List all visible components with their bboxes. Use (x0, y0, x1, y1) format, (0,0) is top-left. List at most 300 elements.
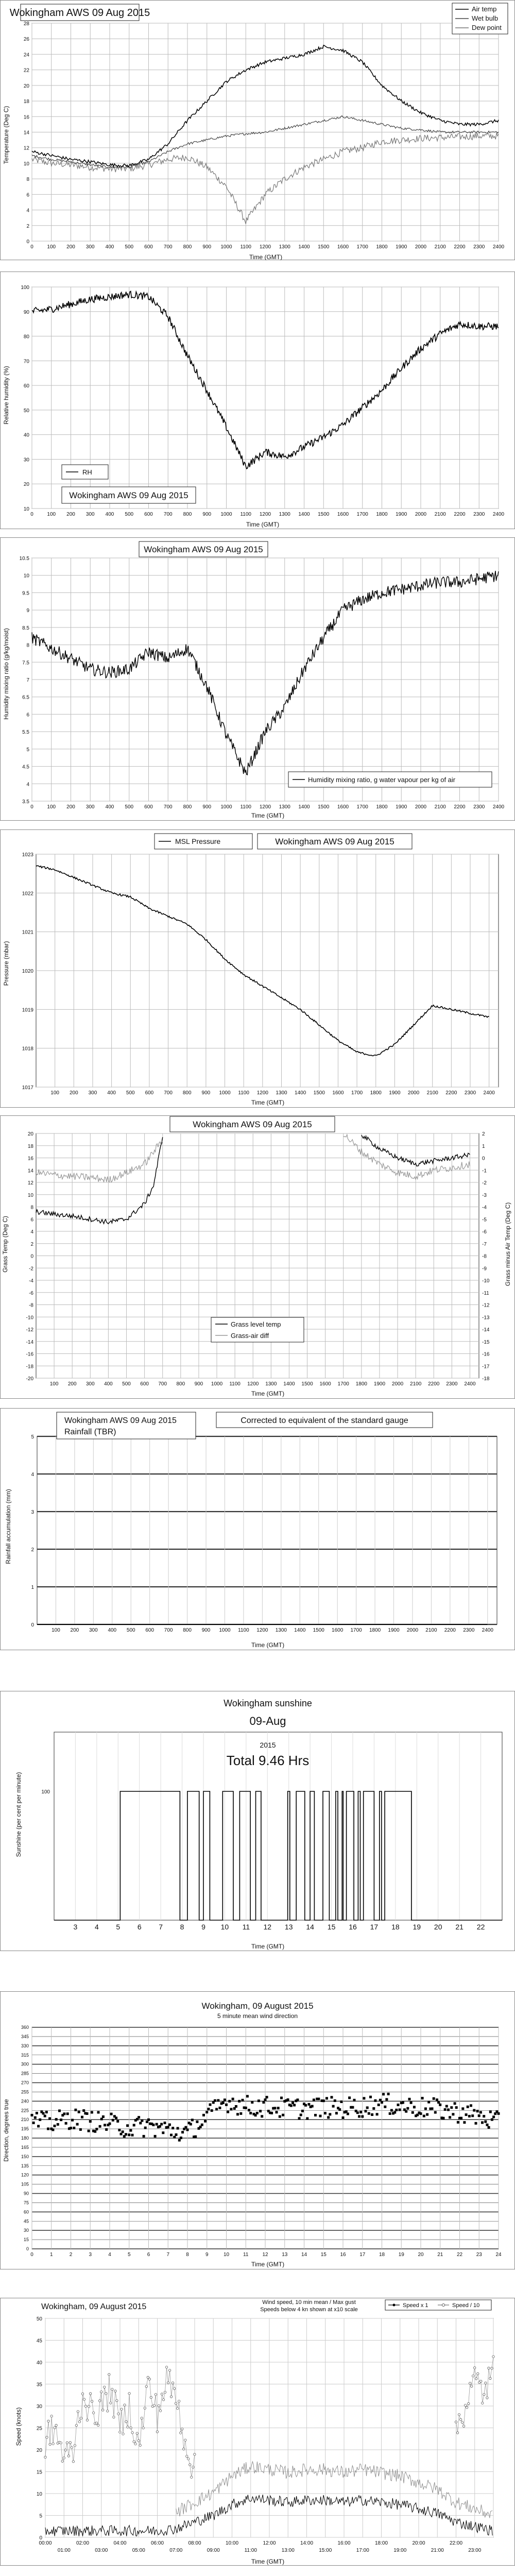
y-tick-label: 12 (27, 1180, 33, 1186)
y-tick-label: 60 (23, 2209, 29, 2215)
wind-direction-point (420, 2112, 422, 2115)
speed-div10-point (161, 2393, 163, 2395)
humidity-y-label: Relative humidity (%) (3, 366, 10, 425)
y-tick-label: 10 (23, 506, 29, 512)
wind-direction-point (431, 2107, 434, 2110)
x-tick-label: 2100 (410, 1381, 422, 1387)
sunshine-chart-panel (0, 1691, 515, 1951)
x-tick-label: 1100 (238, 1090, 249, 1096)
wind-direction-point (463, 2121, 466, 2124)
x-tick-label: 2300 (473, 512, 485, 517)
x-tick-label: 500 (125, 512, 134, 517)
speed-div10-point (84, 2405, 87, 2407)
speed-div10-point (133, 2441, 135, 2443)
x-tick-label: 1200 (256, 1628, 268, 1633)
grass-temp-title: Wokingham AWS 09 Aug 2015 (193, 1120, 312, 1129)
wind-direction-point (351, 2106, 354, 2109)
wind-direction-point (460, 2117, 462, 2120)
wind-speed-subtitle2: Speeds below 4 kn shown at x10 scale (260, 2307, 358, 2313)
wind-direction-chart (0, 1991, 515, 2269)
wind-direction-point (152, 2124, 154, 2126)
wind-direction-point (125, 2133, 127, 2136)
y-tick-label: -16 (26, 1351, 33, 1358)
wind-direction-point (262, 2101, 265, 2104)
speed-div10-point (114, 2390, 116, 2392)
speed-div10-point (134, 2443, 136, 2445)
wind-direction-point (52, 2128, 54, 2131)
temperature-chart-panel (0, 0, 515, 260)
wind-speed-grid (37, 2316, 493, 2553)
x-tick-label: 900 (201, 1090, 211, 1096)
x-tick-label: 5 (127, 2252, 131, 2258)
wind-direction-point (211, 2109, 213, 2112)
wind-direction-point (276, 2111, 278, 2113)
x-tick-label: 1900 (373, 1381, 386, 1387)
wind-direction-point (45, 2111, 48, 2113)
humidity-legend (62, 465, 108, 479)
speed-div10-point (192, 2466, 194, 2468)
y-tick-label: -14 (26, 1339, 33, 1345)
speed-div10-point (475, 2378, 477, 2380)
x-tick-label: 1600 (337, 244, 349, 250)
x-tick-label: 1200 (259, 512, 271, 517)
wind-direction-point (442, 2117, 445, 2120)
wind-direction-point (266, 2096, 268, 2098)
x-tick-label: 19 (398, 2252, 404, 2258)
speed-div10-point (107, 2410, 109, 2412)
speed-div10-point (164, 2391, 166, 2393)
x-tick-label: 1100 (240, 512, 252, 517)
wind-direction-point (144, 2127, 147, 2129)
wind-direction-point (461, 2107, 464, 2110)
wind-direction-point (465, 2113, 468, 2116)
wind-direction-point (156, 2123, 158, 2126)
wind-direction-point (282, 2114, 284, 2116)
y-tick-label: 1 (31, 1585, 34, 1590)
speed-div10-point (111, 2388, 113, 2390)
wind-direction-point (277, 2107, 280, 2109)
speed-div10-point (191, 2476, 193, 2478)
x-tick-label: 2100 (434, 512, 446, 517)
y-tick-label: 30 (36, 2404, 42, 2410)
speed-div10-point (74, 2445, 76, 2447)
wind-direction-point (173, 2136, 176, 2139)
wind-direction-point (248, 2109, 250, 2111)
y-tick-label: 120 (21, 2172, 29, 2178)
x-tick-label: 1300 (265, 1381, 277, 1387)
wind-direction-point (468, 2115, 471, 2117)
wind-direction-point (393, 2111, 396, 2114)
speed-div10-point (124, 2404, 126, 2406)
wind-direction-point (338, 2108, 341, 2111)
speed-div10-point (184, 2439, 186, 2441)
wind-direction-point (368, 2112, 370, 2115)
y2-tick-label: 0 (482, 1156, 485, 1162)
x-tick-label: 20 (418, 2252, 424, 2258)
y-tick-label: 0 (26, 239, 29, 245)
y-tick-label: 5 (31, 1434, 34, 1440)
x-tick-label: 2400 (464, 1381, 476, 1387)
humidity-x-label: Time (GMT) (246, 521, 280, 528)
y-tick-label: -8 (29, 1302, 33, 1309)
x-tick-label: 800 (183, 1628, 192, 1633)
wind-direction-point (455, 2106, 458, 2109)
wind-direction-point (445, 2105, 448, 2108)
wind-direction-point (177, 2127, 179, 2130)
x-tick-label: 18 (391, 1923, 400, 1931)
wind-direction-point (444, 2108, 447, 2111)
wind-direction-point (325, 2097, 328, 2099)
wind-direction-point (471, 2114, 474, 2117)
x-tick-label: 400 (105, 244, 114, 250)
y-tick-label: 165 (21, 2144, 29, 2150)
speed-div10-point (485, 2382, 487, 2384)
x-tick-label: 1700 (356, 512, 368, 517)
x-tick-label-bottom: 15:00 (319, 2548, 332, 2553)
wind-direction-point (287, 2098, 289, 2101)
speed-div10-point (469, 2382, 471, 2384)
x-tick-label: 700 (163, 244, 173, 250)
x-tick-label: 7 (159, 1923, 163, 1931)
y-tick-label: 7.5 (22, 660, 29, 666)
y-tick-label: 315 (21, 2052, 29, 2058)
wind-direction-point (411, 2111, 414, 2114)
wind-direction-point (202, 2114, 205, 2116)
wind-speed-subtitle: Wind speed, 10 min mean / Max gust (262, 2299, 356, 2306)
speed-div10-point (455, 2421, 457, 2423)
humidity-title: Wokingham AWS 09 Aug 2015 (69, 490, 188, 500)
wind-direction-point (348, 2096, 351, 2099)
x-tick-label: 1000 (219, 1628, 231, 1633)
speed-div10-point (153, 2404, 155, 2406)
speed-div10-point (461, 2421, 463, 2424)
y-tick-label: 0 (26, 2246, 29, 2251)
x-tick-label: 400 (108, 1628, 117, 1633)
wind-direction-point (104, 2124, 106, 2126)
y-tick-label: 4 (26, 208, 29, 214)
wind-direction-point (110, 2113, 113, 2115)
x-tick-label: 1800 (376, 512, 388, 517)
speed-div10-point (71, 2447, 73, 2449)
wind-direction-subtitle: 5 minute mean wind direction (217, 2012, 298, 2020)
x-tick-label: 300 (88, 1090, 97, 1096)
rainfall-x-label: Time (GMT) (251, 1641, 285, 1649)
wind-speed-y-label: Speed (knots) (15, 2407, 22, 2446)
x-tick-label-bottom: 01:00 (57, 2548, 71, 2553)
speed-div10-point (167, 2382, 169, 2384)
wind-direction-point (449, 2116, 451, 2119)
x-tick-label: 100 (49, 1381, 59, 1387)
x-tick-label: 2400 (492, 244, 505, 250)
x-tick-label: 1800 (355, 1381, 367, 1387)
y-tick-label: 18 (23, 99, 29, 105)
y-tick-label: 14 (23, 130, 29, 136)
speed-div10-point (72, 2461, 74, 2463)
y-tick-label: 20 (23, 83, 29, 89)
wind-direction-point (434, 2111, 437, 2114)
wind-direction-point (44, 2115, 46, 2117)
speed-div10-point (116, 2399, 118, 2401)
y-tick-label: 8.5 (22, 625, 29, 631)
wind-direction-point (129, 2129, 132, 2132)
wind-direction-point (437, 2101, 440, 2104)
wind-direction-point (405, 2110, 407, 2113)
x-tick-label: 1300 (279, 804, 290, 810)
wind-direction-point (359, 2111, 362, 2113)
speed-div10-point (180, 2432, 182, 2434)
wind-direction-point (332, 2105, 335, 2108)
wind-direction-point (322, 2099, 325, 2102)
wind-direction-point (170, 2134, 173, 2137)
x-tick-label: 2000 (415, 244, 427, 250)
wind-direction-point (371, 2113, 373, 2116)
x-tick-label: 1500 (318, 512, 330, 517)
wind-direction-point (218, 2107, 221, 2109)
x-tick-label: 900 (202, 244, 212, 250)
x-tick-label-bottom: 07:00 (169, 2548, 183, 2553)
x-tick-label-top: 00:00 (39, 2540, 52, 2546)
wind-direction-point (100, 2118, 103, 2121)
x-tick-label: 800 (183, 512, 192, 517)
wind-direction-point (481, 2121, 484, 2124)
y-tick-label: 1023 (22, 852, 33, 858)
y2-tick-label: -18 (482, 1376, 490, 1382)
x-tick-label: 1000 (220, 512, 232, 517)
wind-direction-point (291, 2102, 294, 2104)
x-tick-label: 1000 (220, 244, 232, 250)
sunshine-title: Wokingham sunshine (224, 1698, 312, 1708)
wind-speed-x-label: Time (GMT) (251, 2558, 285, 2565)
y-tick-label: 4.5 (22, 764, 29, 770)
wind-direction-point (235, 2105, 237, 2108)
legend-mixing-ratio: Humidity mixing ratio, g water vapour per kg of air (308, 776, 456, 784)
rainfall-chart (0, 1408, 515, 1650)
x-tick-label: 8 (186, 2252, 189, 2258)
wind-direction-point (239, 2112, 242, 2115)
x-tick-label: 1200 (259, 244, 271, 250)
speed-div10-point (66, 2442, 68, 2444)
y-tick-label: 150 (21, 2154, 29, 2159)
speed-div10-point (81, 2393, 83, 2395)
x-tick-label: 2200 (454, 804, 466, 810)
rainfall-subtitle: Rainfall (TBR) (64, 1428, 116, 1436)
wind-direction-point (427, 2101, 430, 2104)
wind-direction-point (180, 2137, 182, 2139)
wind-direction-point (171, 2127, 174, 2129)
wind-speed-chart-panel (0, 2298, 515, 2566)
wind-speed-title: Wokingham, 09 August 2015 (41, 2302, 147, 2311)
speed-div10-point (102, 2409, 104, 2411)
speed-div10-point (119, 2431, 121, 2433)
wind-direction-point (42, 2112, 45, 2115)
y-tick-label: -12 (26, 1327, 33, 1333)
wind-direction-point (361, 2115, 364, 2118)
speed-div10-point (141, 2417, 143, 2419)
wind-direction-point (115, 2116, 117, 2119)
speed-div10-point (50, 2415, 53, 2417)
wind-direction-point (356, 2111, 359, 2114)
y-tick-label: 12 (23, 145, 29, 151)
y2-tick-label: 1 (482, 1143, 485, 1149)
y-tick-label: 3 (31, 1510, 34, 1515)
wind-direction-point (34, 2116, 37, 2119)
speed-div10-point (168, 2369, 170, 2371)
x-tick-label: 1100 (229, 1381, 241, 1387)
wind-direction-point (122, 2130, 124, 2133)
y2-tick-label: -11 (482, 1290, 489, 1296)
x-tick-label: 2300 (463, 1628, 475, 1633)
wind-direction-point (86, 2112, 89, 2115)
grass-temp-y-label: Grass Temp (Deg C) (2, 1216, 9, 1273)
speed-div10-point (486, 2397, 488, 2399)
wind-direction-point (381, 2101, 383, 2104)
x-tick-label: 200 (69, 1090, 78, 1096)
wind-direction-point (58, 2110, 61, 2112)
pressure-legend (154, 834, 252, 849)
wind-direction-point (224, 2098, 226, 2101)
x-tick-label: 15 (327, 1923, 336, 1931)
wind-direction-point (389, 2112, 391, 2115)
x-tick-label: 24 (495, 2252, 502, 2258)
wind-direction-point (366, 2107, 369, 2109)
legend-rh: RH (82, 468, 92, 476)
wind-direction-point (424, 2108, 427, 2110)
y-tick-label: 20 (23, 482, 29, 488)
x-tick-label: 100 (47, 244, 56, 250)
wind-direction-point (105, 2128, 108, 2131)
wind-direction-point (258, 2099, 260, 2102)
wind-direction-point (365, 2110, 367, 2112)
speed-div10-point (139, 2444, 141, 2446)
wind-direction-point (205, 2111, 208, 2113)
y-tick-label: 1022 (22, 891, 33, 897)
y2-tick-label: -17 (482, 1364, 490, 1370)
speed-div10-point (186, 2455, 188, 2457)
y-tick-label: 0 (39, 2535, 42, 2541)
x-tick-label: 100 (52, 1628, 60, 1633)
wind-direction-point (230, 2108, 232, 2111)
speed-div10-point (171, 2382, 174, 2384)
wind-direction-point (159, 2125, 161, 2128)
wind-direction-point (162, 2131, 164, 2134)
humidity-chart (0, 272, 515, 529)
wind-direction-point (290, 2105, 293, 2107)
wind-direction-point (304, 2104, 307, 2107)
wind-direction-point (245, 2107, 247, 2109)
x-tick-label: 1700 (337, 1381, 349, 1387)
x-tick-label: 1700 (356, 244, 368, 250)
speed-div10-point (482, 2402, 484, 2404)
x-tick-label: 1600 (337, 512, 349, 517)
wind-direction-point (39, 2119, 41, 2121)
y-tick-label: -6 (29, 1290, 33, 1296)
wind-direction-point (467, 2106, 469, 2108)
x-tick-label-top: 14:00 (300, 2540, 314, 2546)
legend-air-temp: Air temp (472, 5, 497, 13)
wind-direction-point (63, 2112, 65, 2115)
speed-div10-point (88, 2405, 90, 2408)
speed-div10-point (105, 2393, 107, 2395)
wind-direction-point (66, 2112, 69, 2115)
wind-direction-point (201, 2124, 203, 2126)
x-tick-label: 2400 (492, 804, 505, 810)
x-tick-label: 200 (70, 1628, 79, 1633)
wind-direction-point (184, 2126, 187, 2129)
mixing-ratio-chart (0, 537, 515, 821)
wind-direction-point (256, 2112, 259, 2114)
y2-tick-label: -6 (482, 1229, 487, 1235)
y2-tick-label: -2 (482, 1180, 487, 1186)
x-tick-label: 100 (47, 512, 56, 517)
speed-div10-point (178, 2400, 180, 2402)
x-tick-label: 500 (122, 1381, 131, 1387)
y-tick-label: 16 (23, 114, 29, 121)
x-tick-label-top: 20:00 (412, 2540, 425, 2546)
wind-direction-title: Wokingham, 09 August 2015 (201, 2001, 314, 2011)
y-tick-label: 5 (26, 747, 29, 753)
x-tick-label: 2000 (407, 1090, 420, 1096)
wind-direction-point (279, 2115, 281, 2118)
x-tick-label: 12 (262, 2252, 268, 2258)
x-tick-label: 1600 (332, 1628, 344, 1633)
x-tick-label: 800 (183, 244, 192, 250)
x-tick-label: 6 (147, 2252, 150, 2258)
pressure-x-label: Time (GMT) (251, 1099, 285, 1106)
x-tick-label: 1900 (389, 1090, 401, 1096)
y-tick-label: 0 (31, 1622, 34, 1628)
wind-direction-point (340, 2100, 342, 2103)
wind-direction-point (160, 2123, 163, 2126)
y2-tick-label: -5 (482, 1217, 487, 1223)
x-tick-label-top: 22:00 (449, 2540, 463, 2546)
wind-direction-point (334, 2099, 336, 2102)
wind-direction-point (209, 2104, 212, 2106)
x-tick-label: 0 (30, 2252, 33, 2258)
x-tick-label: 22 (476, 1923, 485, 1931)
x-tick-label: 6 (137, 1923, 142, 1931)
x-tick-label-top: 06:00 (150, 2540, 164, 2546)
x-tick-label: 900 (201, 1628, 211, 1633)
pressure-chart (0, 829, 515, 1108)
x-tick-label-top: 12:00 (263, 2540, 276, 2546)
speed-div10-point (122, 2433, 124, 2435)
x-tick-label: 600 (144, 244, 153, 250)
y-tick-label: 75 (23, 2200, 29, 2206)
y-tick-label: 210 (21, 2117, 29, 2123)
speed-div10-point (480, 2380, 482, 2382)
wind-direction-point (95, 2128, 98, 2130)
speed-div10-point (177, 2408, 179, 2410)
speed-div10-point (52, 2443, 54, 2445)
grass-temp-x-label: Time (GMT) (251, 1390, 285, 1397)
wind-direction-point (331, 2096, 333, 2098)
y-tick-label: 2 (26, 223, 29, 229)
wind-direction-point (476, 2110, 479, 2112)
wind-direction-point (382, 2093, 385, 2095)
x-tick-label: 500 (125, 804, 134, 810)
speed-div10-point (86, 2419, 88, 2421)
x-tick-label: 2100 (434, 244, 446, 250)
speed-div10-point (458, 2414, 460, 2416)
x-tick-label: 4 (94, 1923, 99, 1931)
speed-div10-point (194, 2453, 196, 2455)
wind-direction-point (249, 2112, 252, 2114)
speed-div10-point (156, 2431, 158, 2433)
rainfall-title: Wokingham AWS 09 Aug 2015 (64, 1416, 177, 1425)
speed-div10-point (108, 2374, 110, 2376)
speed-div10-point (75, 2424, 77, 2426)
speed-div10-point (144, 2407, 146, 2409)
